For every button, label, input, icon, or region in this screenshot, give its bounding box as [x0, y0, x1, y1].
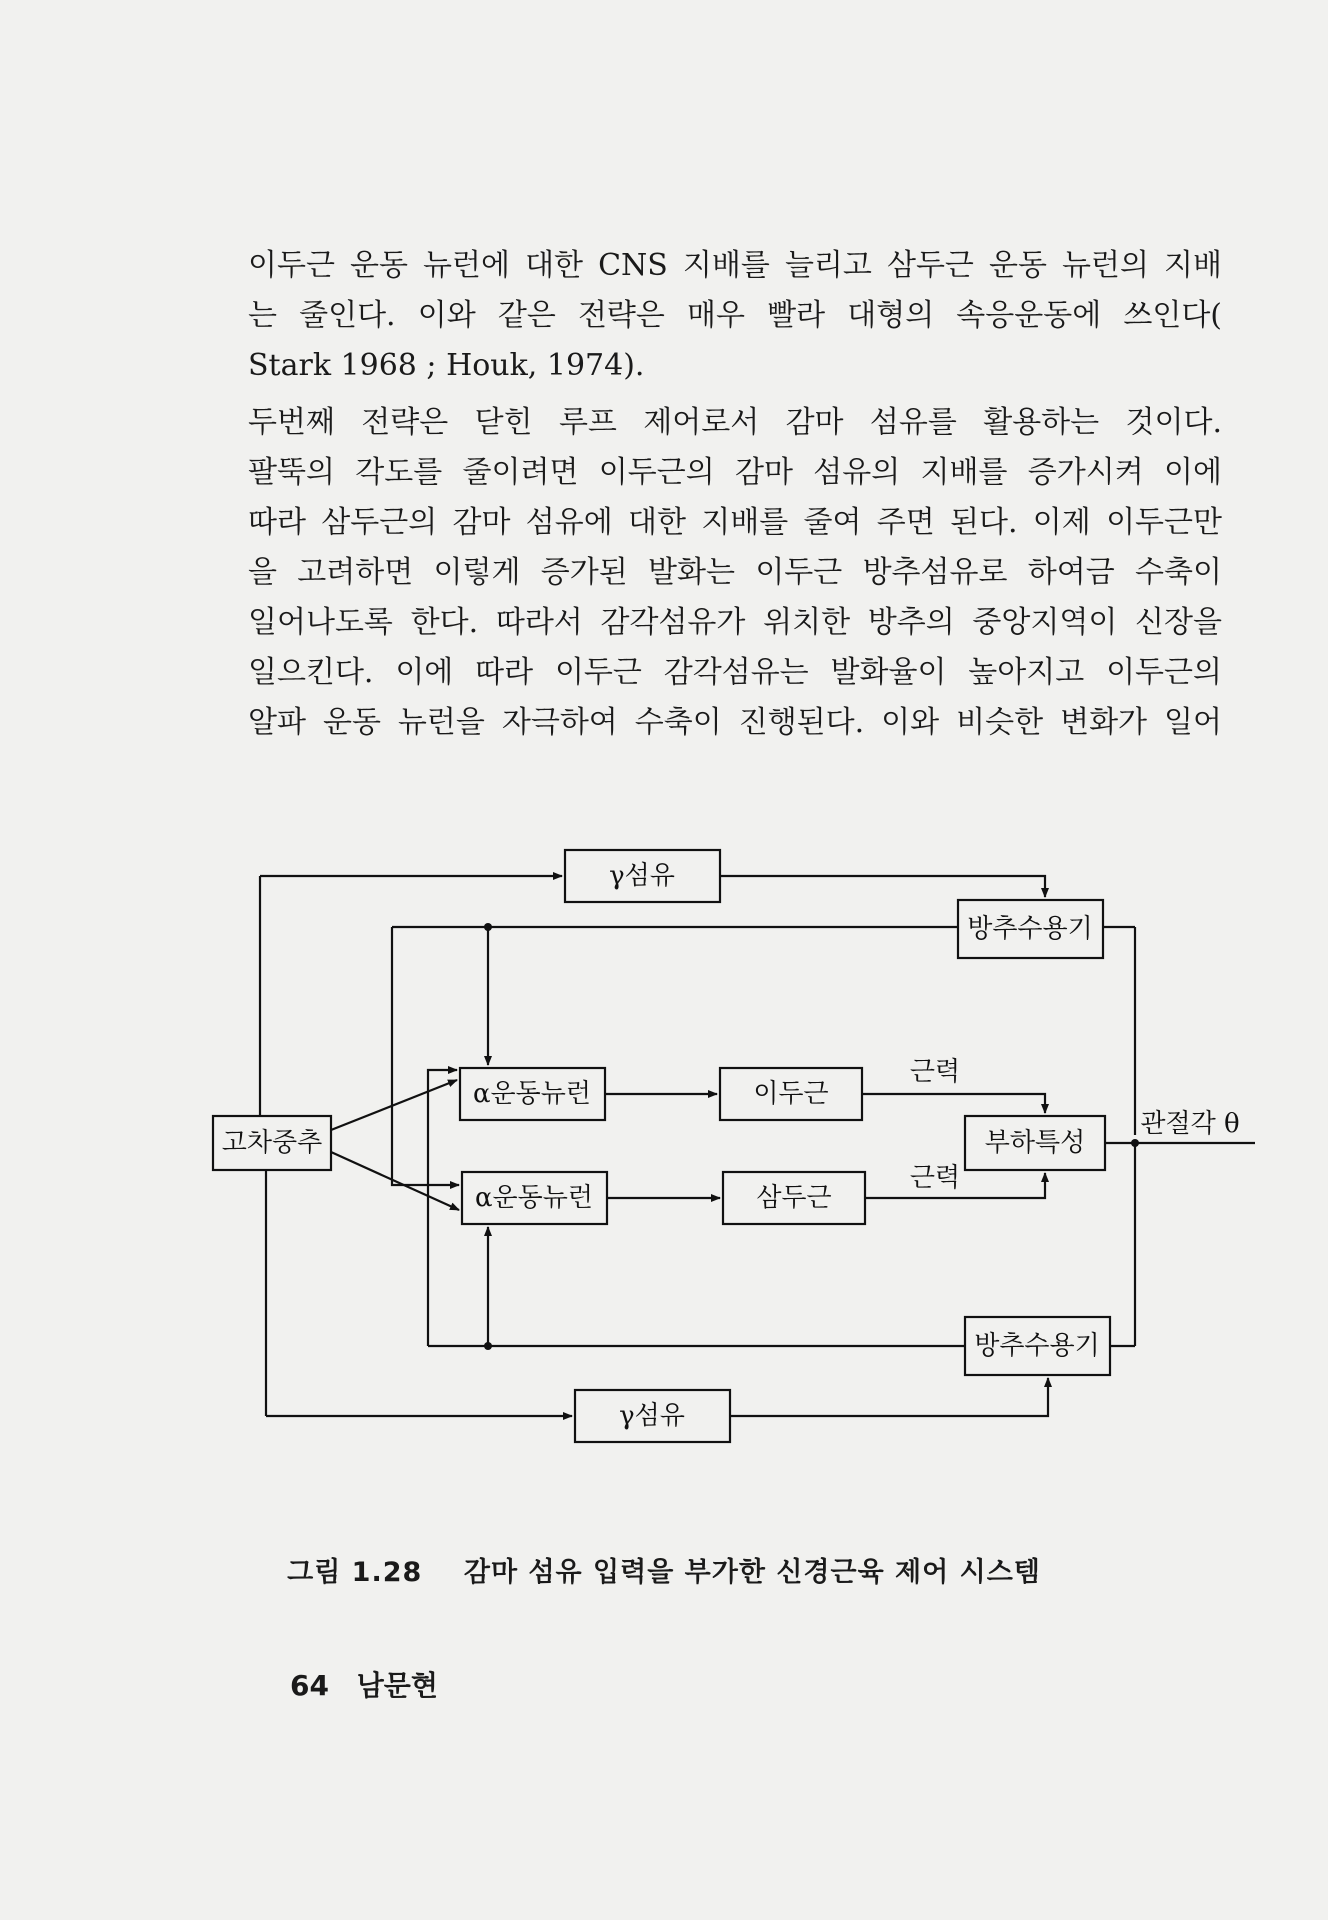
figure-title: 감마 섬유 입력을 부가한 신경근육 제어 시스템	[463, 1557, 1041, 1588]
page-footer	[290, 1664, 456, 1704]
text-line: 는 줄인다. 이와 같은 전략은 매우 빨라 대형의 속응운동에 쓰인다(	[248, 298, 1222, 333]
page-number: 64	[290, 1669, 329, 1702]
alpha-motor-neuron-bottom-label: α운동뉴런	[474, 1183, 594, 1213]
text-line: 따라 삼두근의 감마 섬유에 대한 지배를 줄여 주면 된다. 이제 이두근만	[248, 505, 1222, 540]
author-name: 남문현	[356, 1669, 438, 1702]
spindle-receptor-bottom-label: 방추수용기	[974, 1331, 1100, 1361]
paragraph-2	[248, 398, 1222, 748]
spindle-receptor-top-label: 방추수용기	[967, 914, 1093, 944]
gamma-fiber-bottom-label: γ섬유	[619, 1401, 685, 1431]
text-line: 알파 운동 뉴런을 자극하여 수축이 진행된다. 이와 비슷한 변화가 일어	[248, 705, 1222, 740]
gamma-fiber-top-label: γ섬유	[609, 861, 675, 891]
text-line: 이두근 운동 뉴런에 대한 CNS 지배를 늘리고 삼두근 운동 뉴런의 지배	[248, 248, 1222, 283]
load-characteristics-label: 부하특성	[984, 1128, 1086, 1158]
muscle-force-bottom-label: 근력	[909, 1163, 961, 1193]
biceps-label: 이두근	[753, 1079, 829, 1109]
joint-angle-label: 관절각 θ	[1140, 1109, 1240, 1139]
control-system-diagram	[0, 830, 1328, 1490]
figure-number: 그림 1.28	[287, 1557, 423, 1588]
text-line: 팔뚝의 각도를 줄이려면 이두근의 감마 섬유의 지배를 증가시켜 이에	[248, 455, 1222, 490]
text-line: 일어나도록 한다. 따라서 감각섬유가 위치한 방추의 중앙지역이 신장을	[248, 605, 1222, 640]
text-line: 일으킨다. 이에 따라 이두근 감각섬유는 발화율이 높아지고 이두근의	[248, 655, 1222, 690]
text-line: 두번째 전략은 닫힌 루프 제어로서 감마 섬유를 활용하는 것이다.	[248, 405, 1222, 440]
text-line: Stark 1968 ; Houk, 1974).	[248, 348, 645, 383]
alpha-motor-neuron-top-label: α운동뉴런	[472, 1079, 592, 1109]
triceps-label: 삼두근	[756, 1183, 832, 1213]
muscle-force-top-label: 근력	[909, 1057, 961, 1087]
figure-caption	[0, 1550, 1328, 1589]
paragraph-1	[248, 241, 1222, 391]
higher-center-label: 고차중추	[221, 1128, 323, 1158]
text-line: 을 고려하면 이렇게 증가된 발화는 이두근 방추섬유로 하여금 수축이	[248, 555, 1222, 590]
